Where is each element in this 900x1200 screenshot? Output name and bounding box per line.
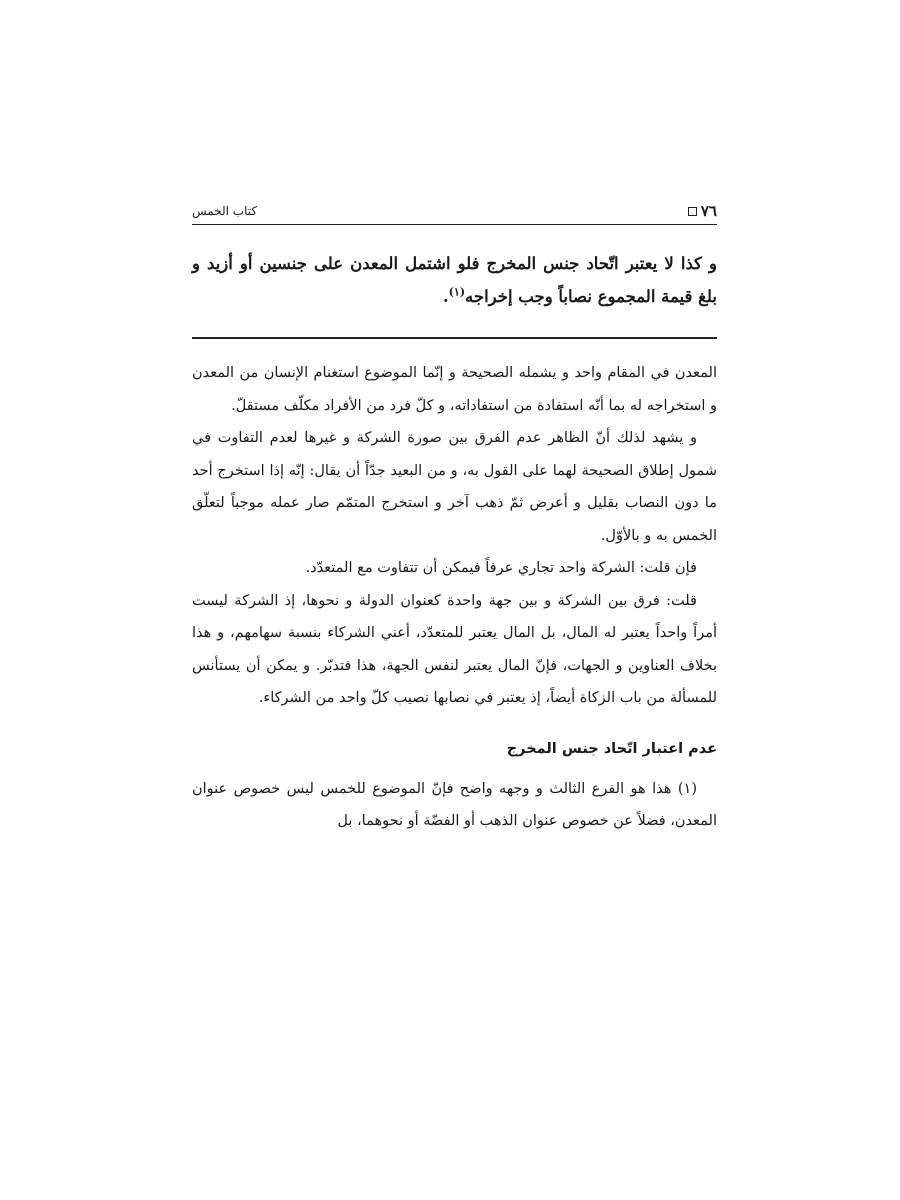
commentary [192,357,717,715]
page-number-text: ٧٦ [700,202,717,220]
footnote: (١) هذا هو الفرع الثالث و وجهه واضح فإنّ الموضوع للخمس ليس خصوص عنوان المعدن، فضلاً عن خصوص عنوان الذهب أو الفضّة أو نحوهما، بل [192,780,717,829]
running-header [192,198,717,225]
paragraph: فإن قلت: الشركة واحد تجاري عرفاً فيمكن أن تتفاوت مع المتعدّد. [305,560,697,576]
section-heading: عدم اعتبار اتّحاد جنس المخرج [506,740,717,757]
footnote-reference: (١) [448,285,466,299]
main-text [192,247,717,313]
paragraph: قلت: فرق بين الشركة و بين جهة واحدة كعنوان الدولة و نحوها، إذ الشركة ليست أمراً واحداً يعتبر له المال، بل المال يعتبر للمتعدّد، أعني الشركاء بنسبة سهامهم، و هذا بخلاف العناوين و الجهات، فإنّ المال يعتبر لنفس الجهة، هذا فتدبّر. و يمكن أن يستأنس للمسألة من باب الزكاة أيضاً، إذ يعتبر في نصابها نصيب كلّ واحد من الشركاء. [192,592,717,706]
square-icon [688,207,697,216]
book-title: كتاب الخمس [192,204,258,218]
paragraph: و يشهد لذلك أنّ الظاهر عدم الفرق بين صورة الشركة و غيرها لعدم التفاوت في شمول إطلاق الصحيحة لهما على القول به، و من البعيد جدّاً أن يقال: إنّه إذا استخرج أحد ما دون النصاب بقليل و أعرض ثمّ ذهب آخر و استخرج المتمّم صار عمله موجباً لتعلّق الخمس به و بالأوّل. [192,430,717,544]
book-page [192,198,717,838]
main-text-body: و كذا لا يعتبر اتّحاد جنس المخرج فلو اشتمل المعدن على جنسين أو أزيد و بلغ قيمة المجموع نصاباً وجب إخراجه [192,254,717,306]
main-text-end: . [442,287,449,306]
page-number [688,202,717,220]
paragraph: المعدن في المقام واحد و يشمله الصحيحة و إنّما الموضوع استغنام الإنسان من المعدن و استخراجه له بما أنّه استفادة من استفاداته، و كلّ فرد من الأفراد مكلّف مستقلّ. [192,365,717,414]
footnote-separator [192,337,717,339]
